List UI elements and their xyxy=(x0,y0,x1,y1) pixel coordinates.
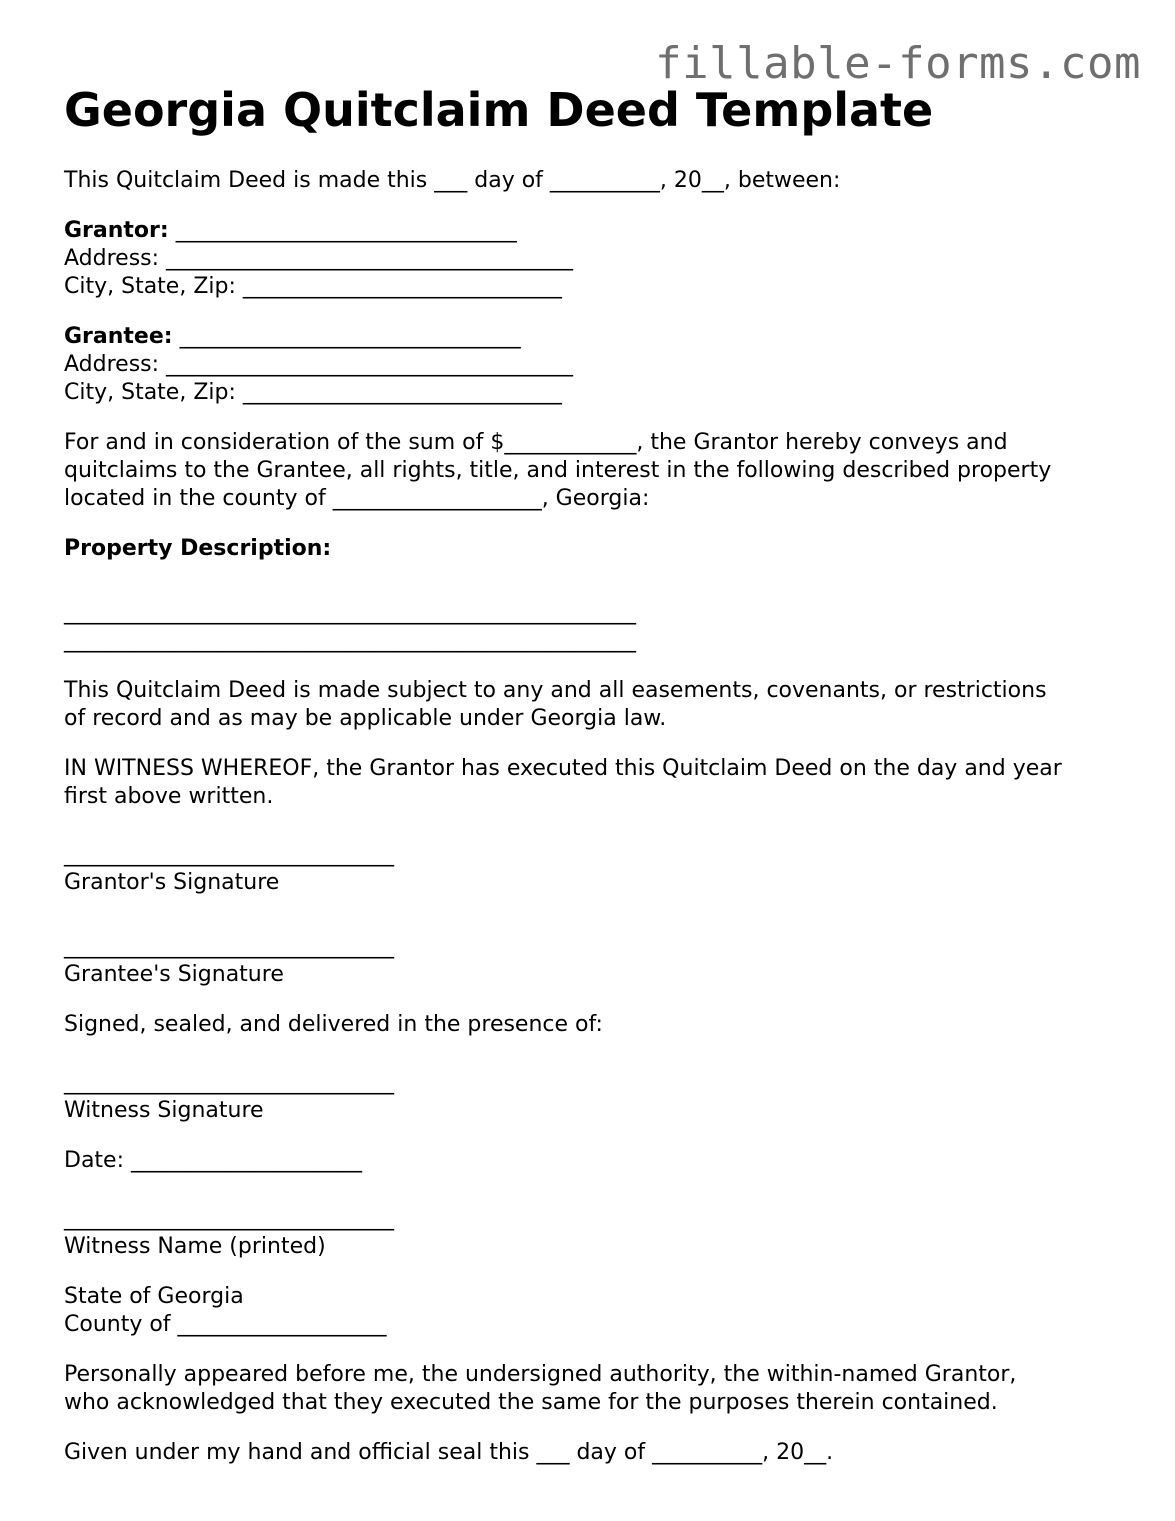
grantee-address-field[interactable]: Address: _____________________________________ xyxy=(64,352,574,377)
grantee-name-line xyxy=(64,323,1124,351)
grantee-signature-label: Grantee's Signature xyxy=(64,962,284,987)
grantee-block xyxy=(64,323,1124,407)
grantor-city-field[interactable]: City, State, Zip: _____________________________ xyxy=(64,274,562,299)
subject-paragraph xyxy=(64,677,1124,733)
page-title: Georgia Quitclaim Deed Template xyxy=(64,83,934,137)
witness-clause-paragraph xyxy=(64,755,1124,811)
date-field[interactable]: Date: _____________________ xyxy=(64,1148,362,1173)
witness-name-label: Witness Name (printed) xyxy=(64,1234,326,1259)
presence-paragraph xyxy=(64,1011,1124,1039)
witness-signature-block xyxy=(64,1069,1124,1125)
witness-clause-line-2: first above written. xyxy=(64,784,274,809)
property-heading: Property Description: xyxy=(64,536,332,561)
grantee-label: Grantee: xyxy=(64,324,173,349)
witness-signature-label: Witness Signature xyxy=(64,1098,264,1123)
witness-signature-field[interactable]: ______________________________ xyxy=(64,1070,394,1095)
consideration-line-3: located in the county of ___________________, Georgia: xyxy=(64,486,650,511)
grantor-name-field[interactable]: _______________________________ xyxy=(168,218,517,243)
date-paragraph xyxy=(64,1147,1124,1175)
notary-county-field[interactable]: County of ___________________ xyxy=(64,1312,387,1337)
grantee-signature-field[interactable]: ______________________________ xyxy=(64,934,394,959)
grantor-signature-block xyxy=(64,841,1124,897)
watermark: fillable-forms.com xyxy=(655,38,1141,89)
document-page xyxy=(64,80,1124,1489)
intro-paragraph xyxy=(64,167,1124,195)
grantor-signature-field[interactable]: ______________________________ xyxy=(64,842,394,867)
grantor-block xyxy=(64,217,1124,301)
consideration-paragraph xyxy=(64,429,1124,513)
given-paragraph xyxy=(64,1439,1124,1467)
grantor-label: Grantor: xyxy=(64,218,169,243)
notary-state: State of Georgia xyxy=(64,1284,244,1309)
subject-line-2: of record and as may be applicable under Georgia law. xyxy=(64,706,667,731)
consideration-line-2: quitclaims to the Grantee, all rights, title, and interest in the following described property xyxy=(64,458,1052,483)
property-description-field-1[interactable]: ____________________________________________________ xyxy=(64,600,636,625)
property-heading-paragraph xyxy=(64,535,1124,563)
grantee-city-field[interactable]: City, State, Zip: _____________________________ xyxy=(64,380,562,405)
grantee-signature-block xyxy=(64,933,1124,989)
witness-name-block xyxy=(64,1205,1124,1261)
witness-name-field[interactable]: ______________________________ xyxy=(64,1206,394,1231)
presence-line: Signed, sealed, and delivered in the presence of: xyxy=(64,1012,603,1037)
consideration-line-1: For and in consideration of the sum of $____________, the Grantor hereby conveys and xyxy=(64,430,1008,455)
subject-line-1: This Quitclaim Deed is made subject to any and all easements, covenants, or restrictions xyxy=(64,678,1047,703)
grantor-name-line xyxy=(64,217,1124,245)
appeared-line-2: who acknowledged that they executed the same for the purposes therein contained. xyxy=(64,1390,998,1415)
appeared-line-1: Personally appeared before me, the undersigned authority, the within-named Grantor, xyxy=(64,1362,1017,1387)
grantor-address-field[interactable]: Address: _____________________________________ xyxy=(64,246,574,271)
notary-venue xyxy=(64,1283,1124,1339)
grantor-signature-label: Grantor's Signature xyxy=(64,870,280,895)
grantee-name-field[interactable]: _______________________________ xyxy=(172,324,521,349)
property-description-field-2[interactable]: ____________________________________________________ xyxy=(64,628,636,653)
appeared-paragraph xyxy=(64,1361,1124,1417)
witness-clause-line-1: IN WITNESS WHEREOF, the Grantor has executed this Quitclaim Deed on the day and year xyxy=(64,756,1062,781)
property-description-block xyxy=(64,599,1124,655)
given-line[interactable]: Given under my hand and official seal this ___ day of __________, 20__. xyxy=(64,1440,834,1465)
intro-line: This Quitclaim Deed is made this ___ day of __________, 20__, between: xyxy=(64,168,841,193)
